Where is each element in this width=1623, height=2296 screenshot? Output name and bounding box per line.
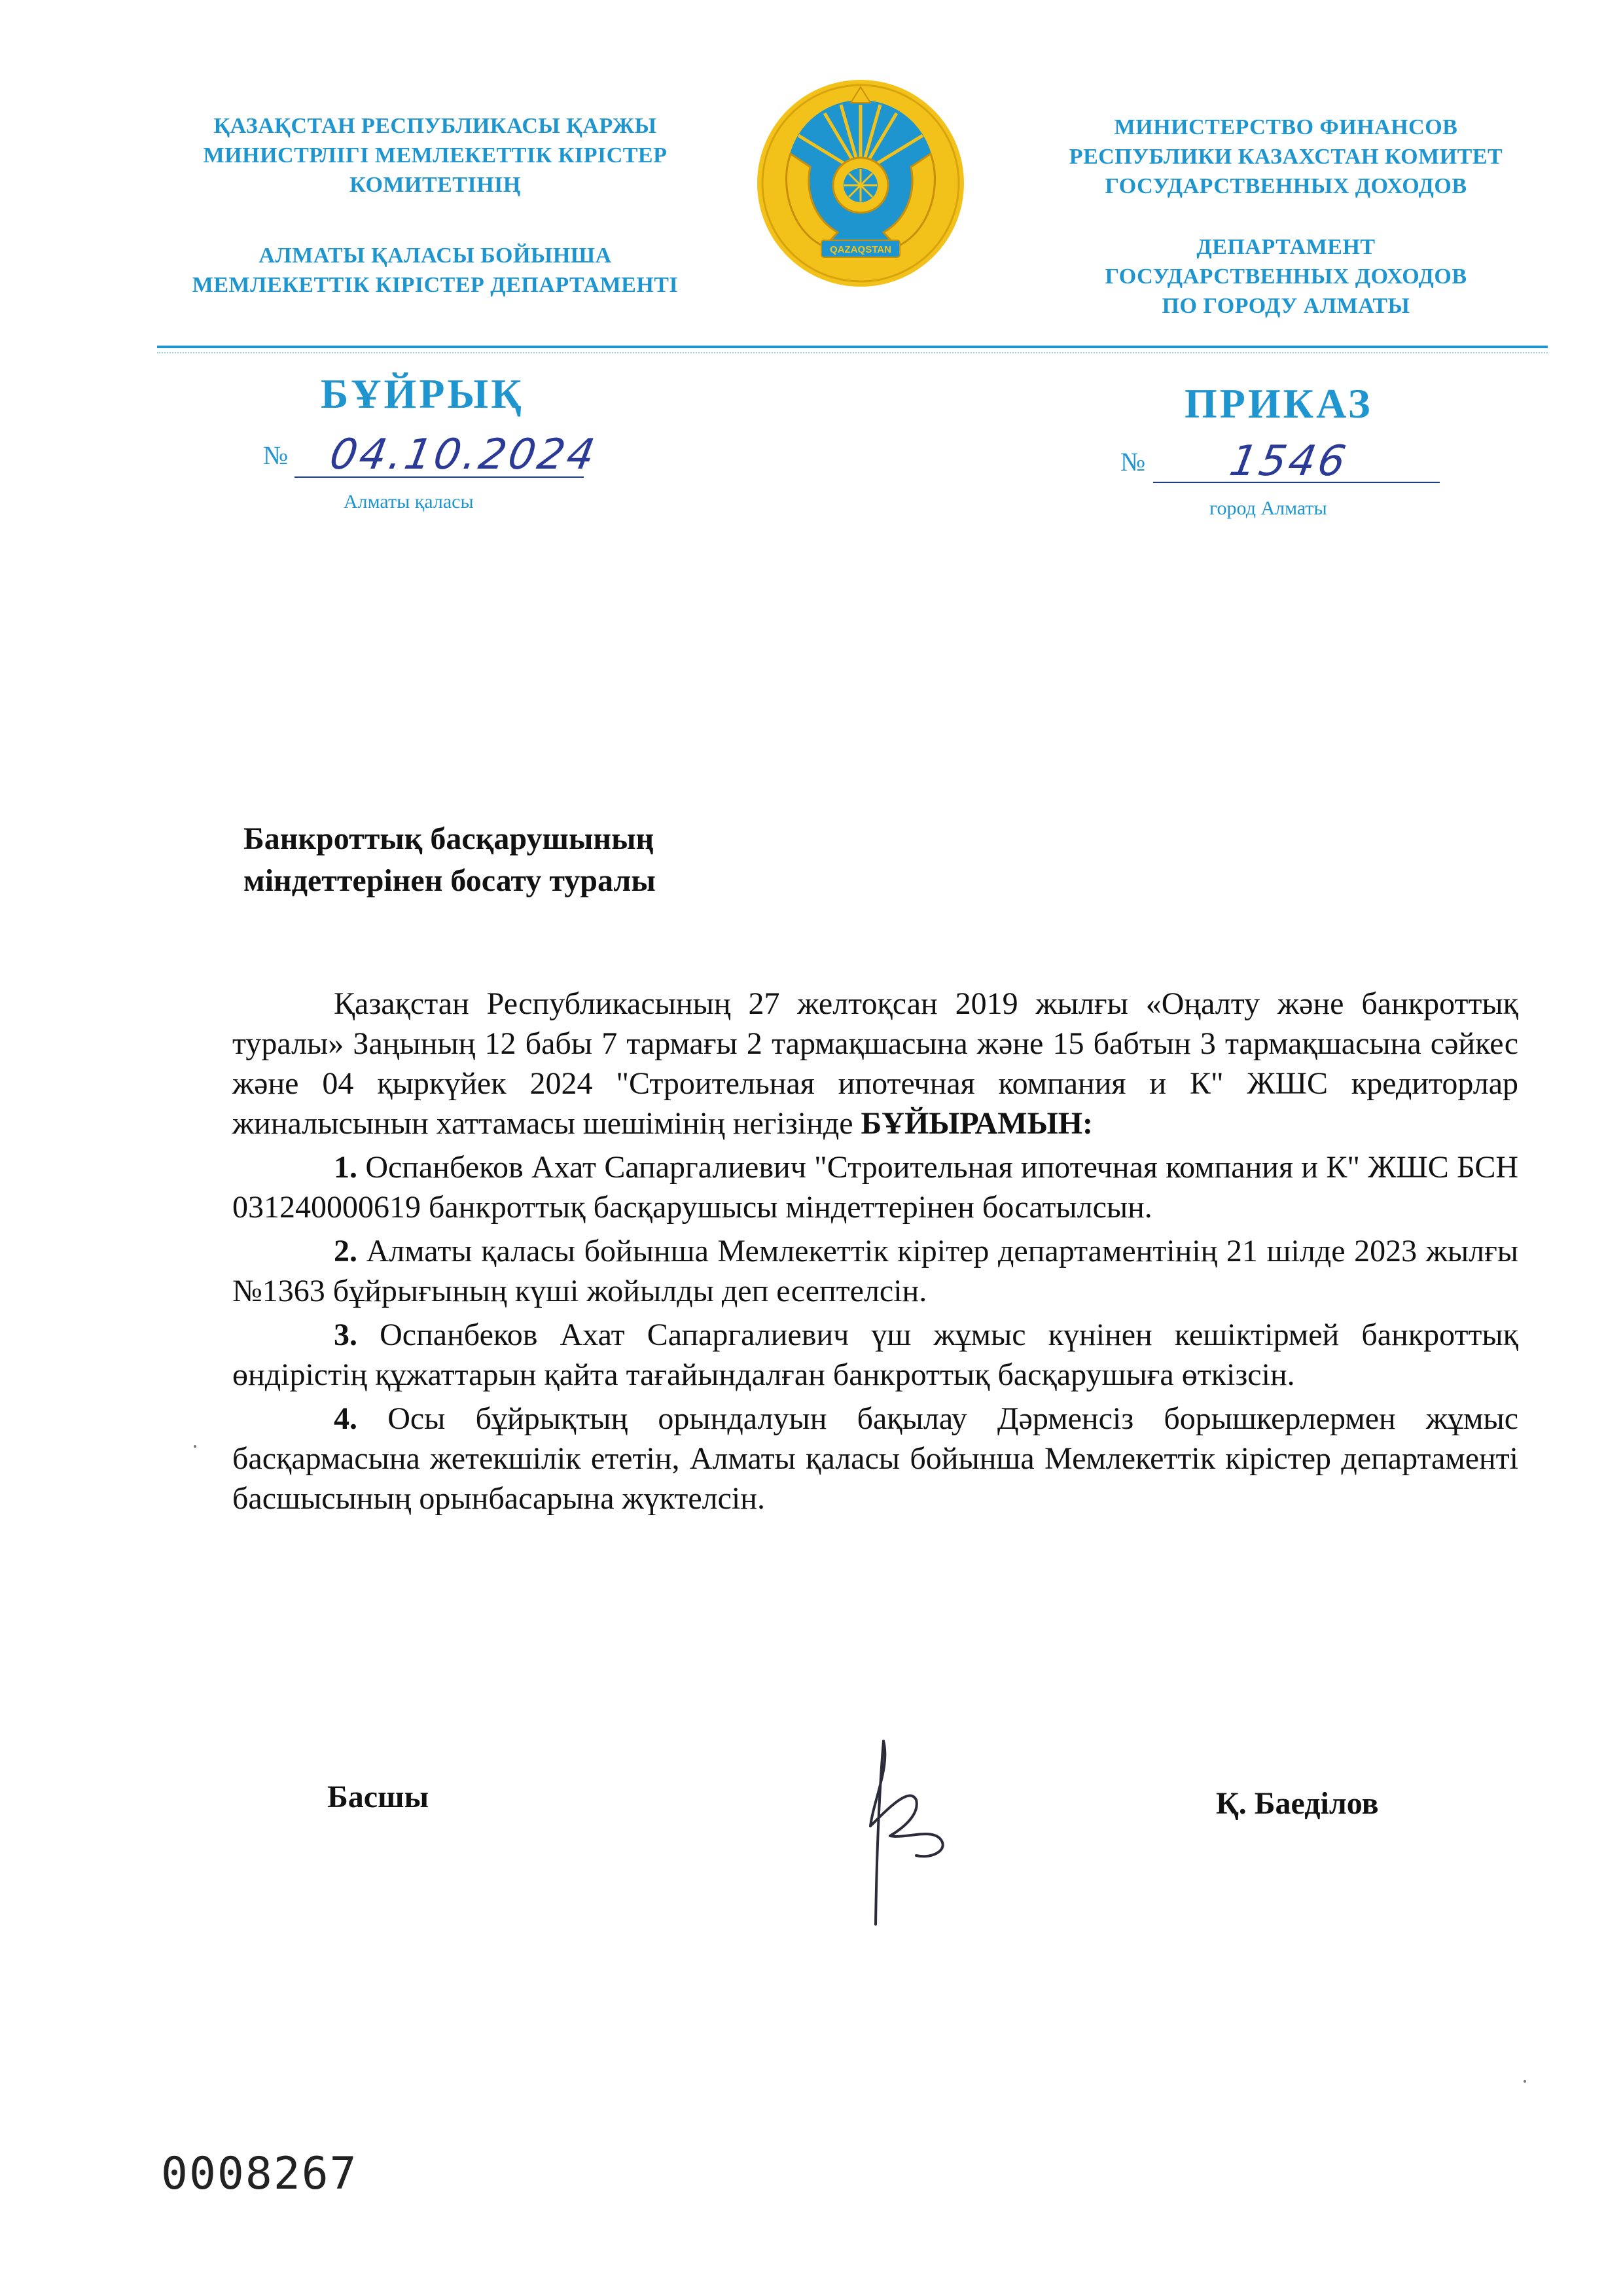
letterhead-line: ГОСУДАРСТВЕННЫХ ДОХОДОВ <box>1105 174 1467 198</box>
item-text: Алматы қаласы бойынша Мемлекеттік кірітер департаментінің 21 шілде 2023 жылғы №1363 бұйрығының күші жойылды деп есептелсін. <box>232 1234 1518 1308</box>
scan-speck <box>1524 2080 1526 2083</box>
order-title-ru: ПРИКАЗ <box>1185 380 1373 427</box>
order-item <box>232 1399 1518 1518</box>
item-number: 2. <box>334 1234 357 1268</box>
order-word: БҰЙЫРАМЫН: <box>861 1106 1094 1141</box>
letterhead-line: ГОСУДАРСТВЕННЫХ ДОХОДОВ <box>1105 264 1467 289</box>
scan-speck <box>194 1445 196 1448</box>
letterhead-left-department <box>144 241 726 300</box>
header-divider <box>157 346 1548 348</box>
letterhead-line: РЕСПУБЛИКИ КАЗАХСТАН КОМИТЕТ <box>1069 145 1503 169</box>
letterhead-line: МИНИСТРЛІГІ МЕМЛЕКЕТТІК КІРІСТЕР <box>203 143 668 168</box>
handwritten-order-number: 1546 <box>1226 437 1352 486</box>
order-title-kz: БҰЙРЫҚ <box>321 370 524 417</box>
letterhead-line: АЛМАТЫ ҚАЛАСЫ БОЙЫНША <box>259 243 612 268</box>
number-sign-kz: № <box>263 440 289 470</box>
city-label-ru: город Алматы <box>1209 497 1327 519</box>
letterhead-line: ДЕПАРТАМЕНТ <box>1196 235 1376 259</box>
emblem-text: QAZAQSTAN <box>830 244 891 255</box>
order-item <box>232 1315 1518 1395</box>
letterhead-right-department <box>1041 232 1531 321</box>
city-label-kz: Алматы қаласы <box>344 491 474 512</box>
item-number: 1. <box>334 1150 357 1185</box>
letterhead-line: МИНИСТЕРСТВО ФИНАНСОВ <box>1114 115 1458 139</box>
letterhead-line: ҚАЗАҚСТАН РЕСПУБЛИКАСЫ ҚАРЖЫ <box>213 114 657 138</box>
letterhead-left-ministry <box>144 111 726 200</box>
letterhead-right-ministry <box>1041 113 1531 201</box>
preamble-text: Қазақстан Республикасының 27 желтоқсан 2019 жылғы «Оңалту және банкроттық туралы» Заңының 12 бабы 7 тармағы 2 тармақшасына және 15 бабтын 3 тармақшасына сәйкес және 04 қыркүйек 2024 "Строительная ипотечная компания и К" ЖШС кредиторлар жиналысынын хаттамасы шешімінің негізінде <box>232 986 1518 1141</box>
item-number: 3. <box>334 1318 357 1352</box>
letterhead-line: МЕМЛЕКЕТТІК КІРІСТЕР ДЕПАРТАМЕНТІ <box>192 273 679 297</box>
order-item <box>232 1147 1518 1227</box>
document-body <box>232 984 1518 1522</box>
number-sign-ru: № <box>1120 447 1146 476</box>
header-divider-dotted <box>157 352 1548 353</box>
serial-number: 0008267 <box>161 2148 358 2200</box>
signatory-title: Басшы <box>327 1780 429 1814</box>
letterhead-line: КОМИТЕТІНІҢ <box>349 173 521 197</box>
handwritten-date: 04.10.2024 <box>326 431 601 479</box>
letterhead-line: ПО ГОРОДУ АЛМАТЫ <box>1162 294 1410 318</box>
signatory-name: Қ. Баеділов <box>1216 1786 1379 1821</box>
subject-line: міндеттерінен босату туралы <box>243 863 656 898</box>
preamble-paragraph <box>232 984 1518 1143</box>
subject-line: Банкроттық басқарушының <box>243 821 654 856</box>
document-subject <box>243 818 656 902</box>
item-number: 4. <box>334 1401 357 1436</box>
item-text: Осы бұйрықтың орындалуын бақылау Дәрменсіз борышкерлермен жұмыс басқармасына жетекшілік ететін, Алматы қаласы бойынша Мемлекеттік кірістер департаменті басшысының орынбасарына жүктелсін. <box>232 1401 1518 1516</box>
state-emblem-icon <box>753 75 969 295</box>
order-item <box>232 1231 1518 1311</box>
item-text: Оспанбеков Ахат Сапаргалиевич үш жұмыс күнінен кешіктірмей банкроттық өндірістің құжаттарын қайта тағайындалған банкроттық басқарушыға өткізсін. <box>232 1318 1518 1392</box>
handwritten-signature-icon <box>844 1728 969 1937</box>
item-text: Оспанбеков Ахат Сапаргалиевич "Строительная ипотечная компания и К" ЖШС БСН 031240000619 банкроттық басқарушысы міндеттерінен босатылсын. <box>232 1150 1518 1225</box>
